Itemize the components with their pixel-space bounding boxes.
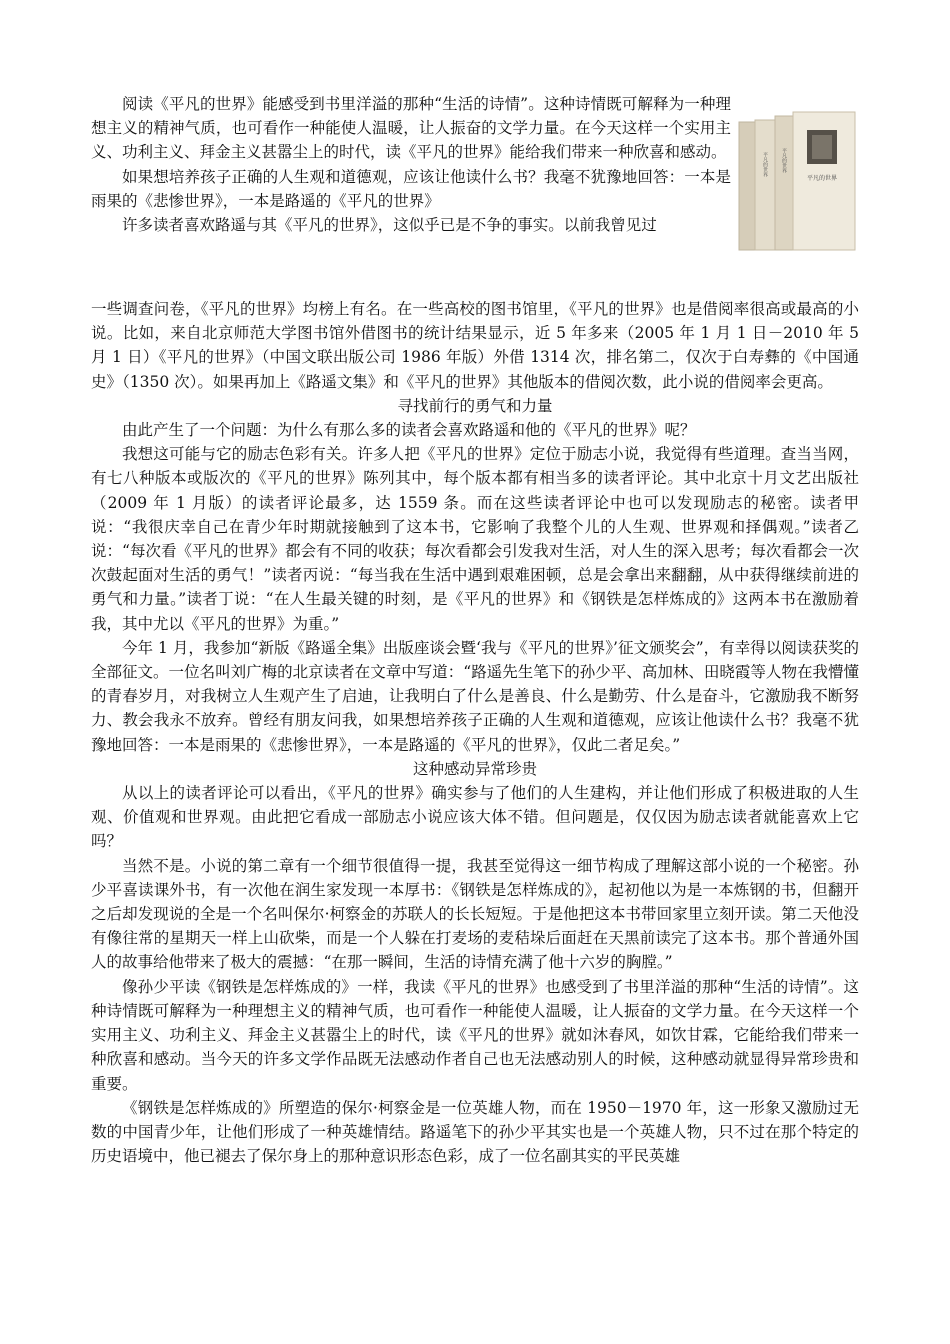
paragraph: 从以上的读者评论可以看出，《平凡的世界》确实参与了他们的人生建构，并让他们形成了积极进取的人生观、价值观和世界观。由此把它看成一部励志小说应该大体不错。但问题是，仅仅因为励志读者就能喜欢上它吗？ xyxy=(91,784,859,851)
paragraph: 由此产生了一个问题：为什么有那么多的读者会喜欢路遥和他的《平凡的世界》呢？ xyxy=(122,421,696,440)
paragraph: 如果想培养孩子正确的人生观和道德观，应该让他读什么书？我毫不犹豫地回答：一本是雨果的《悲惨世界》，一本是路遥的《平凡的世界》 xyxy=(91,167,731,210)
paragraph: 《钢铁是怎样炼成的》所塑造的保尔·柯察金是一位英雄人物，而在 1950－1970 年，这一形象又激励过无数的中国青少年，让他们形成了一种英雄情结。路遥笔下的孙少平其实也是一个英雄人物，只不过在那个特定的历史语境中，他已褪去了保尔身上的那种意识形态色彩，成了一位名副其实的平民英雄 xyxy=(91,1098,859,1166)
paragraph: 许多读者喜欢路遥与其《平凡的世界》，这似乎已是不争的事实。以前我曾见过 xyxy=(122,216,657,235)
spine-title: 平凡的世界 xyxy=(762,152,768,177)
section-heading: 寻找前行的勇气和力量 xyxy=(397,396,553,415)
paragraph: 当然不是。小说的第二章有一个细节很值得一提，我甚至觉得这一细节构成了理解这部小说的一个秘密。孙少平喜读课外书，有一次他在润生家发现一本厚书：《钢铁是怎样炼成的》，起初他以为是一本炼钢的书，但翻开之后却发现说的全是一个名叫保尔·柯察金的苏联人的长长短短。于是他把这本书带回家里立刻开读。第二天他没有像往常的星期天一样上山砍柴，而是一个人躲在打麦场的麦秸垛后面赶在天黑前读完了这本书。那个普通外国人的故事给他带来了极大的震撼：“在那一瞬间，生活的诗情充满了他十六岁的胸膛。” xyxy=(91,856,859,972)
section-heading: 这种感动异常珍贵 xyxy=(412,759,537,778)
paragraph: 今年 1 月，我参加“新版《路遥全集》出版座谈会暨‘我与《平凡的世界》’征文颁奖会”，有幸得以阅读获奖的全部征文。一位名叫刘广梅的北京读者在文章中写道：“路遥先生笔下的孙少平、高加林、田晓霞等人物在我懵懂的青春岁月，对我树立人生观产生了启迪，让我明白了什么是善良、什么是勤劳、什么是奋斗，它激励我不断努力、教会我永不放弃。曾经有朋友问我，如果想培养孩子正确的人生观和道德观，应该让他读什么书？我毫不犹豫地回答：一本是雨果的《悲惨世界》，一本是路遥的《平凡的世界》，仅此二者足矣。” xyxy=(91,638,859,754)
paragraph: 我想这可能与它的励志色彩有关。许多人把《平凡的世界》定位于励志小说，我觉得有些道理。查当当网，有七八种版本或版次的《平凡的世界》陈列其中，每个版本都有相当多的读者评论。其中北京十月文艺出版社（2009 年 1 月版）的读者评论最多，达 1559 条。而在这些读者评论中也可以发现励志的秘密。读者甲说：“我很庆幸自己在青少年时期就接触到了这本书，它影响了我整个儿的人生观、世界观和择偶观。”读者乙说：“每次看《平凡的世界》都会有不同的收获；每次看都会引发我对生活，对人生的深入思考；每次看都会一次次鼓起面对生活的勇气！”读者丙说：“每当我在生活中遇到艰难困顿，总是会拿出来翻翻，从中获得继续前进的勇气和力量。”读者丁说：“在人生最关键的时刻，是《平凡的世界》和《钢铁是怎样炼成的》这两本书在激励着我，其中尤以《平凡的世界》为重。” xyxy=(91,445,859,633)
article-body xyxy=(91,297,859,1168)
paragraph: 像孙少平读《钢铁是怎样炼成的》一样，我读《平凡的世界》也感受到了书里洋溢的那种“生活的诗情”。这种诗情既可解释为一种理想主义的精神气质，也可看作一种能使人温暖，让人振奋的文学力量。在今天这样一个实用主义、功利主义、拜金主义甚嚣尘上的时代，读《平凡的世界》就如沐春风，如饮甘霖，它能给我们带来一种欣喜和感动。当今天的许多文学作品既无法感动作者自己也无法感动别人的时候，这种感动就显得异常珍贵和重要。 xyxy=(91,977,859,1093)
spine-title: 平凡的世界 xyxy=(781,148,787,173)
article-lead xyxy=(91,92,731,237)
paragraph: 阅读《平凡的世界》能感受到书里洋溢的那种“生活的诗情”。这种诗情既可解释为一种理想主义的精神气质，也可看作一种能使人温暖，让人振奋的文学力量。在今天这样一个实用主义、功利主义、拜金主义甚嚣尘上的时代，读《平凡的世界》能给我们带来一种欣喜和感动。 xyxy=(91,95,731,162)
book-cover-image xyxy=(735,108,859,254)
cover-title: 平凡的世界 xyxy=(806,175,838,182)
paragraph: 一些调查问卷，《平凡的世界》均榜上有名。在一些高校的图书馆里，《平凡的世界》也是借阅率很高或最高的小说。比如，来自北京师范大学图书馆外借图书的统计结果显示，近 5 年多来（2005 年 1 月 1 日－2010 年 5 月 1 日）《平凡的世界》（中国文联出版公司 1986 年版）外借 1314 次，排名第二，仅次于白寿彝的《中国通史》（1350 次）。如果再加上《路遥文集》和《平凡的世界》其他版本的借阅次数，此小说的借阅率会更高。 xyxy=(91,300,859,391)
